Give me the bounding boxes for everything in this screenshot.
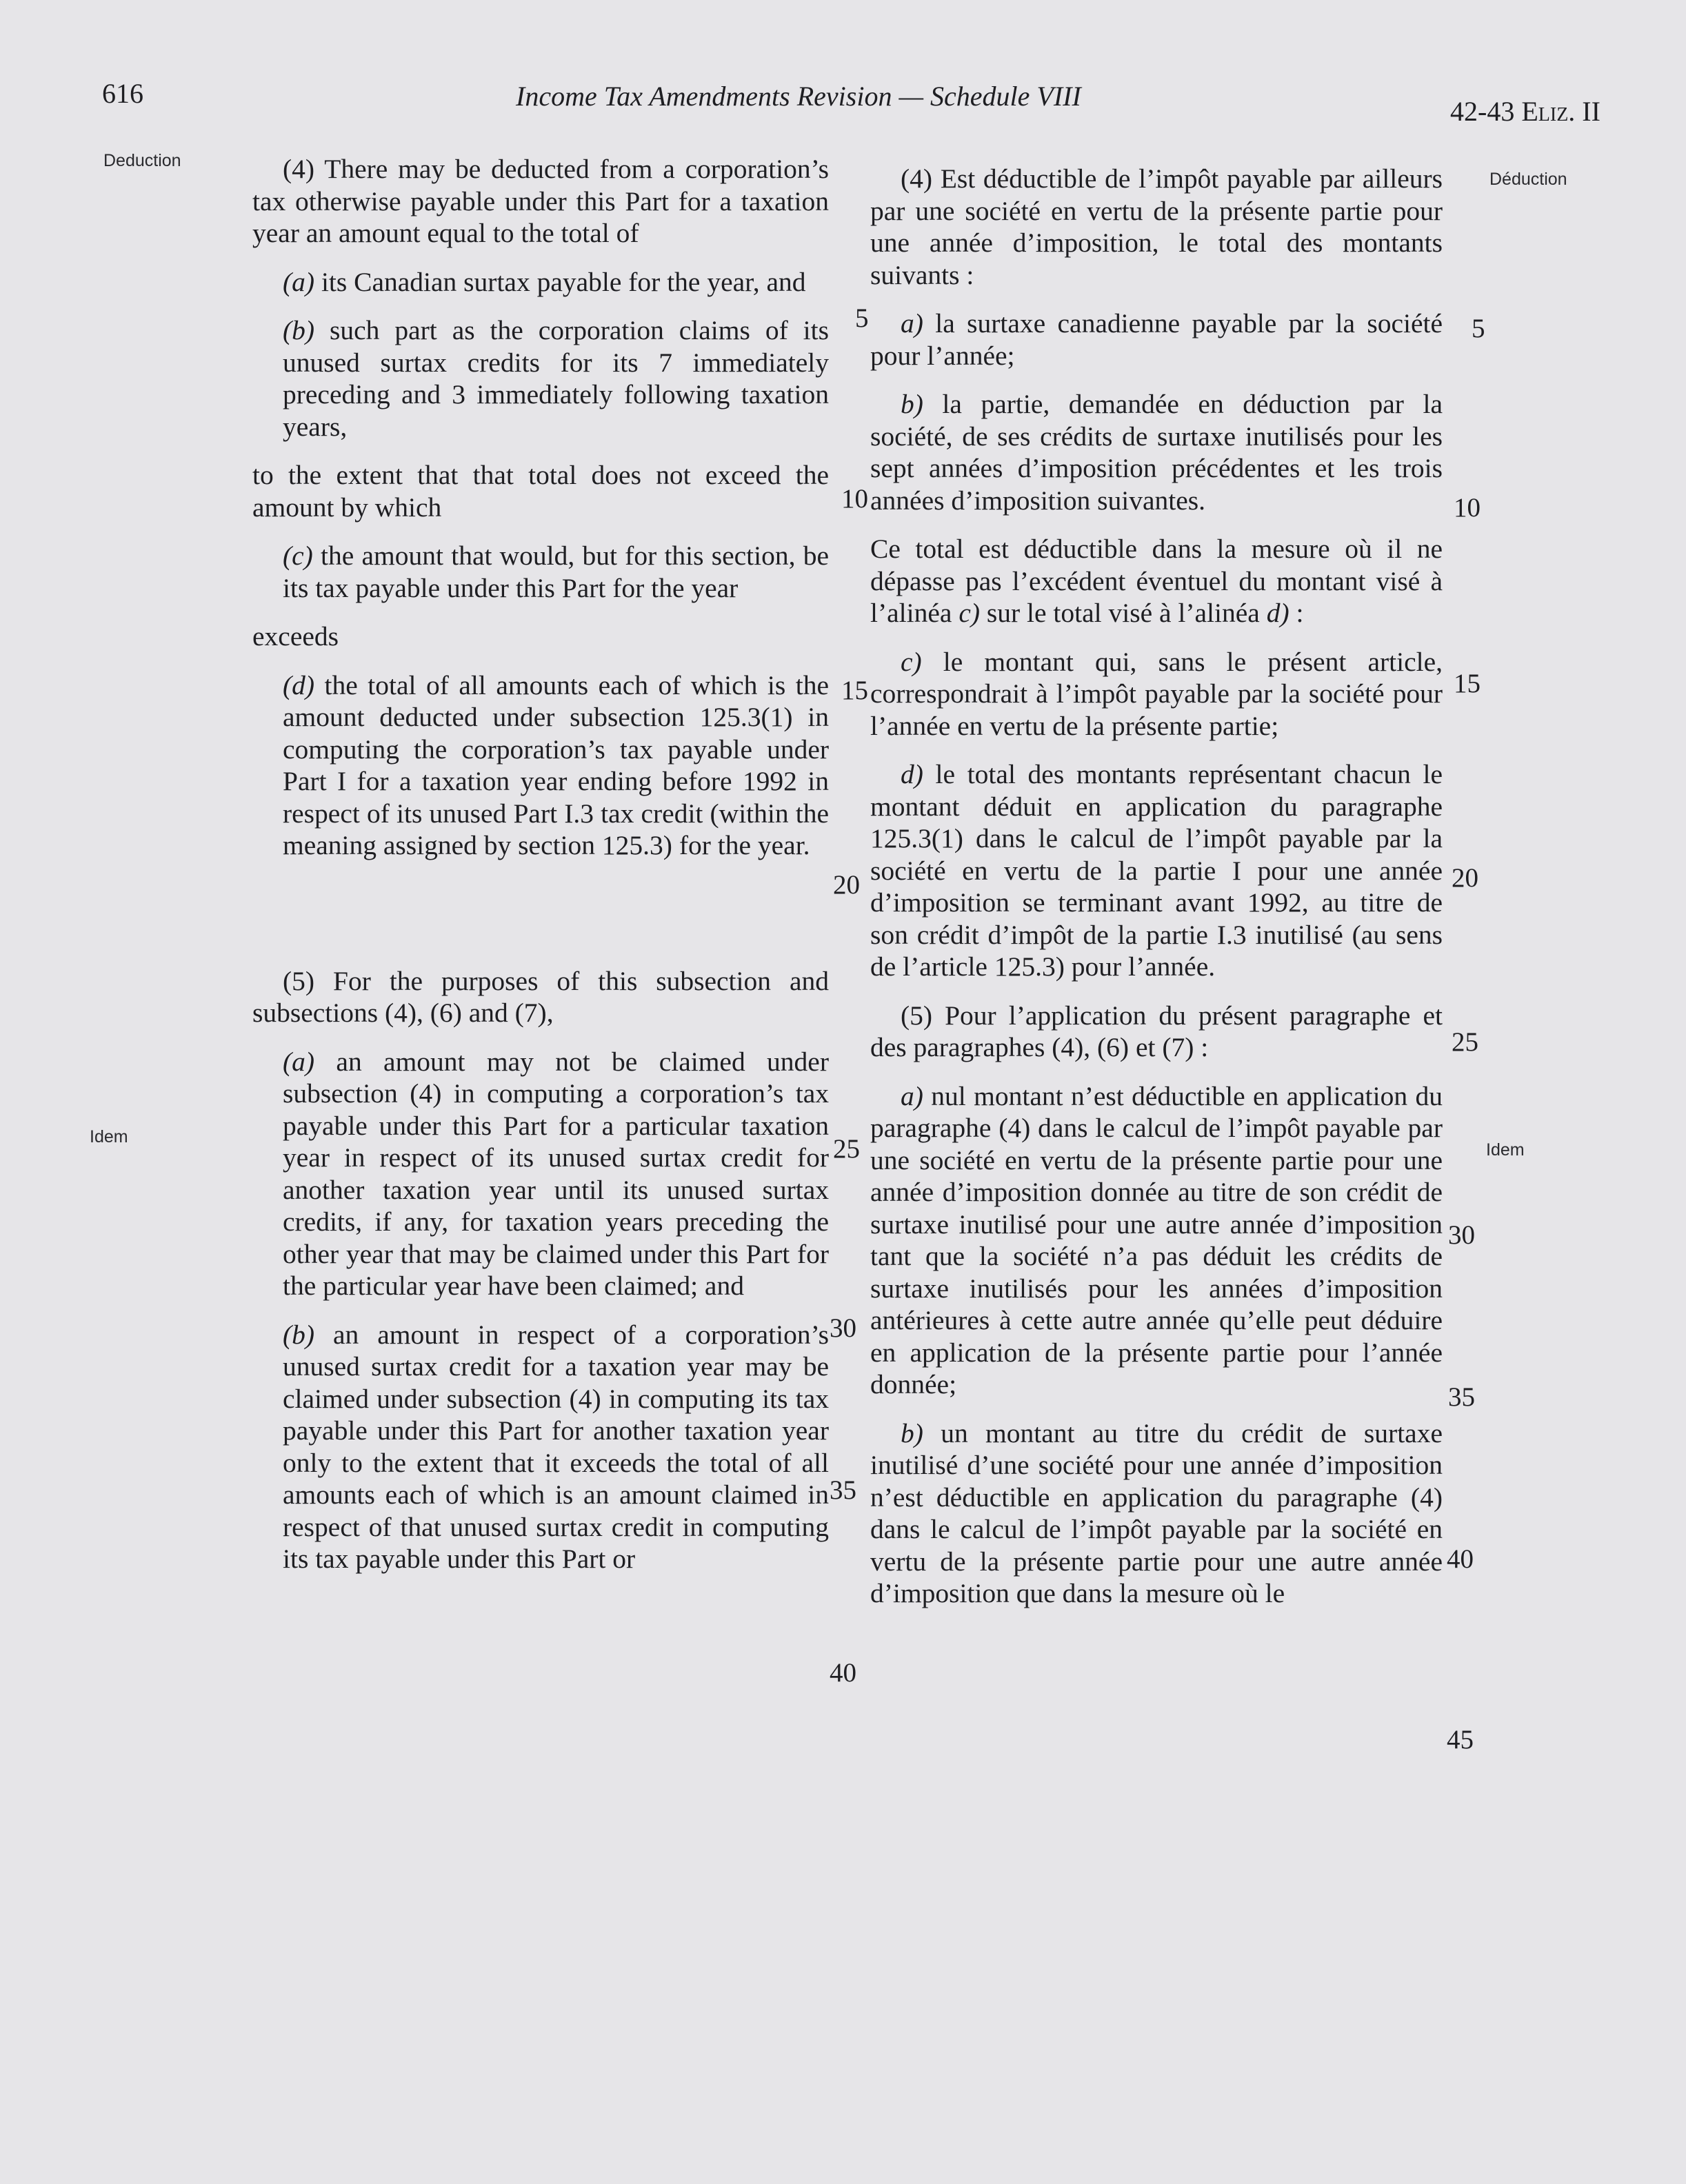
fr-paragraph-5b (870, 1417, 1443, 1610)
en-subsection-5-intro: (5) For the purposes of this subsection and subsections (4), (6) and (7), (252, 965, 829, 1028)
margin-note-idem-right: Idem (1486, 1140, 1525, 1160)
en-4d-letter: (d) (283, 669, 315, 700)
line-number: 40 (830, 1658, 856, 1688)
en-paragraph-5b (252, 1319, 829, 1575)
en-paragraph-5a (252, 1046, 829, 1302)
en-4c-text: the amount that would, but for this section, be its tax payable under this Part for the year (283, 540, 829, 603)
en-paragraph-4a (252, 266, 829, 299)
en-paragraph-4b (252, 314, 829, 443)
fr-5b-letter: b) (901, 1417, 923, 1448)
french-column (870, 163, 1443, 1626)
margin-note-deduction: Deduction (103, 151, 181, 170)
en-4c-letter: (c) (283, 540, 313, 571)
fr-5b-text: un montant au titre du crédit de surtaxe inutilisé d’une société pour une année d’imposition n’est déductible en application du paragraphe (4) dans le calcul de l’impôt payable par la société en vertu de la présente partie pour une autre année d’imposition que dans la mesure où le (870, 1417, 1443, 1608)
fr-paragraph-4d (870, 758, 1443, 983)
line-number: 45 (1447, 1725, 1474, 1755)
line-number: 15 (1454, 669, 1481, 698)
fr-4d-letter: d) (901, 759, 923, 789)
fr-4b-text: la partie, demandée en déduction par la société, de ses crédits de surtaxe inutilisés pour les sept années d’imposition précédentes et les trois années d’imposition suivantes. (870, 389, 1443, 516)
fr-paragraph-4c (870, 646, 1443, 742)
en-paragraph-4c (252, 540, 829, 604)
line-number: 10 (1454, 493, 1481, 523)
fr-4-mid-part1: Ce total est déductible dans la mesure où il ne dépasse pas l’excédent éventuel du montant visé à l’alinéa (870, 534, 1443, 628)
line-number: 5 (855, 303, 869, 333)
en-4a-text: its Canadian surtax payable for the year, and (314, 266, 806, 297)
line-number: 35 (830, 1475, 856, 1505)
regnal-year-prefix: 42-43 (1450, 96, 1522, 127)
fr-subsection-4-intro: (4) Est déductible de l’impôt payable par ailleurs par une société en vertu de la présente partie pour une année d’imposition, le total des montants suivants : (870, 163, 1443, 290)
line-number: 20 (1452, 863, 1478, 893)
english-column (252, 153, 829, 1592)
regnal-year-suffix: Eliz. II (1521, 96, 1600, 127)
en-5a-text: an amount may not be claimed under subsection (4) in computing a corporation’s tax payable under this Part for a particular taxation year in respect of its unused surtax credit for another taxation year until its unused surtax credits, if any, for taxation years preceding the other year that may be claimed under this Part for the particular year have been claimed; and (283, 1046, 829, 1301)
fr-5a-text: nul montant n’est déductible en application du paragraphe (4) dans le calcul de l’impôt payable par une société en vertu de la présente partie pour une année d’imposition donnée au titre de son crédit de surtaxe inutilisé pour une autre année d’imposition tant que la société n’a pas déduit les crédits de surtaxe inutilisés pour les années d’imposition antérieures à cette autre année qu’elle peut déduire en application de la présente partie pour l’année donnée; (870, 1080, 1443, 1399)
en-4d-text: the total of all amounts each of which is the amount deducted under subsection 125.3(1) in computing the corporation’s tax payable under Part I for a taxation year ending before 1992 in respect of its unused Part I.3 tax credit (within the meaning assigned by section 125.3) for the year. (283, 669, 829, 860)
en-4b-text: such part as the corporation claims of its unused surtax credits for its 7 immediately preceding and 3 immediately following taxation years, (283, 315, 829, 442)
line-number: 40 (1447, 1544, 1474, 1574)
fr-subsection-5-intro: (5) Pour l’application du présent paragraphe et des paragraphes (4), (6) et (7) : (870, 1000, 1443, 1062)
line-number: 25 (833, 1134, 860, 1164)
en-4-mid-text: to the extent that that total does not exceed the amount by which (252, 460, 829, 523)
en-4a-letter: (a) (283, 266, 315, 297)
margin-note-idem-left: Idem (90, 1127, 128, 1146)
page-number: 616 (102, 78, 143, 109)
fr-4-mid-part3: : (1289, 598, 1304, 628)
en-4-exceeds: exceeds (252, 621, 339, 651)
line-number: 35 (1448, 1382, 1475, 1412)
line-number: 20 (833, 870, 860, 900)
line-number: 30 (830, 1313, 856, 1343)
en-5a-letter: (a) (283, 1046, 315, 1077)
fr-paragraph-4a (870, 307, 1443, 372)
fr-4b-letter: b) (901, 389, 923, 419)
fr-4c-text: le montant qui, sans le présent article, correspondrait à l’impôt payable par la société pour l’année en vertu de la présente partie; (870, 646, 1443, 741)
line-number: 10 (841, 484, 868, 514)
line-number: 5 (1472, 314, 1485, 343)
fr-4a-letter: a) (901, 308, 923, 338)
en-5b-letter: (b) (283, 1319, 315, 1350)
running-title: Income Tax Amendments Revision — Schedule VIII (516, 81, 1081, 112)
regnal-year (1450, 97, 1600, 127)
fr-paragraph-5a (870, 1080, 1443, 1401)
line-number: 30 (1448, 1220, 1475, 1250)
fr-4d-text: le total des montants représentant chacun le montant déduit en application du paragraphe 125.3(1) dans le calcul de l’impôt payable par la société en vertu de la partie I pour une année d’imposition se terminant avant 1992, au titre de son crédit d’impôt de la partie I.3 inutilisé (au sens de l’article 125.3) pour l’année. (870, 759, 1443, 982)
en-subsection-4-intro: (4) There may be deducted from a corporation’s tax otherwise payable under this Part for a taxation year an amount equal to the total of (252, 154, 829, 248)
line-number: 15 (841, 676, 868, 705)
fr-4a-text: la surtaxe canadienne payable par la société pour l’année; (870, 308, 1443, 371)
en-4b-letter: (b) (283, 315, 315, 345)
fr-4-mid-part2: sur le total visé à l’alinéa (980, 598, 1267, 628)
fr-4-mid-c: c) (959, 598, 980, 628)
margin-note-deduction-fr: Déduction (1489, 170, 1567, 189)
fr-paragraph-4b (870, 388, 1443, 516)
fr-5a-letter: a) (901, 1080, 923, 1111)
en-paragraph-4d (252, 669, 829, 862)
fr-4-mid-text (870, 533, 1443, 629)
fr-4c-letter: c) (901, 646, 922, 677)
en-5b-text: an amount in respect of a corporation’s unused surtax credit for a taxation year may be claimed under subsection (4) in computing its tax payable under this Part for another taxation year only to the extent that it exceeds the total of all amounts each of which is an amount claimed in respect of that unused surtax credit in computing its tax payable under this Part or (283, 1319, 829, 1574)
line-number: 25 (1452, 1027, 1478, 1057)
fr-4-mid-d: d) (1266, 598, 1289, 628)
